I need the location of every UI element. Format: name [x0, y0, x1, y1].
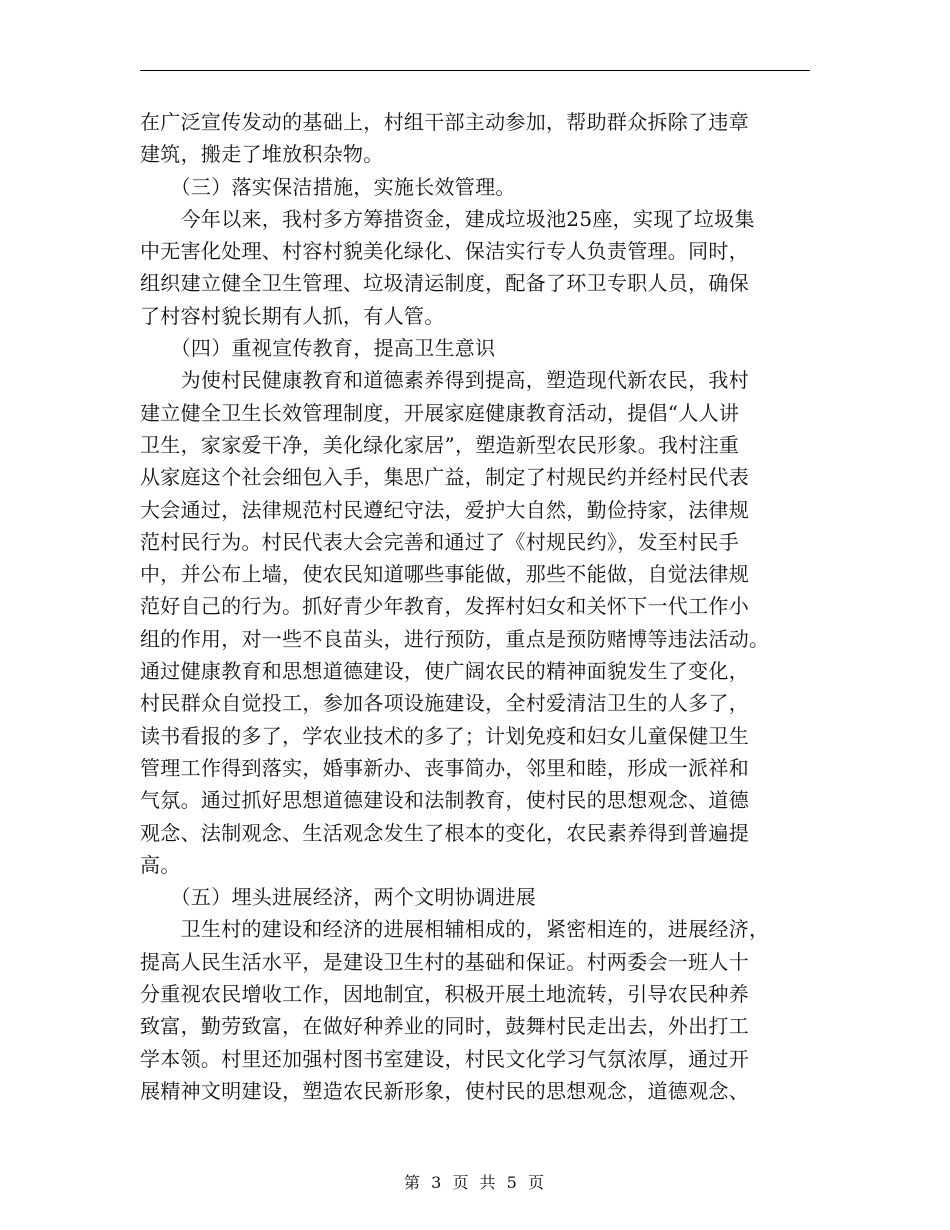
text-line: 中，并公布上墙，使农民知道哪些事能做，那些不能做，自觉法律规	[140, 562, 749, 587]
text-line: 大会通过，法律规范村民遵纪守法，爱护大自然，勤俭持家，法律规	[140, 497, 749, 522]
text-line: 卫生，家家爱干净，美化绿化家居”，塑造新型农民形象。我村注重	[140, 432, 740, 457]
text-line: 气氛。通过抓好思想道德建设和法制教育，使村民的思想观念、道德	[140, 788, 749, 813]
footer-total-pages: 5	[506, 1173, 519, 1192]
text-line: 学本领。村里还加强村图书室建设，村民文化学习气氛浓厚，通过开	[140, 1046, 749, 1071]
footer-page-word: 页	[452, 1173, 471, 1192]
text-line: 分重视农民增收工作，因地制宜，积极开展土地流转，引导农民种养	[140, 982, 749, 1007]
text-line: 高。	[140, 852, 181, 877]
text-line: 观念、法制观念、生活观念发生了根本的变化，农民素养得到普遍提	[140, 820, 749, 845]
footer-suffix: 页	[527, 1173, 546, 1192]
text-line: 展精神文明建设，塑造农民新形象，使村民的思想观念，道德观念、	[140, 1078, 749, 1103]
text-line: 卫生村的建设和经济的进展相辅相成的，紧密相连的，进展经济，	[140, 917, 770, 942]
body-text	[140, 106, 812, 1107]
text-line: 从家庭这个社会细包入手，集思广益，制定了村规民约并经村民代表	[140, 465, 749, 490]
footer-total-word: 共	[479, 1173, 498, 1192]
page-footer	[0, 1170, 950, 1193]
text-line: 管理工作得到落实，婚事新办、丧事简办，邻里和睦，形成一派祥和	[140, 755, 749, 780]
text-line: 中无害化处理、村容村貌美化绿化、保洁实行专人负责管理。同时，	[140, 239, 749, 264]
text-line: 通过健康教育和思想道德建设，使广阔农民的精神面貌发生了变化，	[140, 659, 749, 684]
text-line: 读书看报的多了，学农业技术的多了；计划免疫和妇女儿童保健卫生	[140, 723, 749, 748]
text-line: 组织建立健全卫生管理、垃圾清运制度，配备了环卫专职人员，确保	[140, 271, 749, 296]
text-line: 为使村民健康教育和道德素养得到提高，塑造现代新农民，我村	[140, 368, 749, 393]
text-line: 范好自己的行为。抓好青少年教育，发挥村妇女和关怀下一代工作小	[140, 594, 749, 619]
text-line: 了村容村貌长期有人抓，有人管。	[140, 303, 445, 328]
text-line: 致富，勤劳致富，在做好种养业的同时，鼓舞村民走出去，外出打工	[140, 1014, 749, 1039]
text-line: （四）重视宣传教育，提高卫生意识	[140, 336, 496, 361]
text-line: 组的作用，对一些不良苗头，进行预防，重点是预防赌博等违法活动。	[140, 626, 770, 651]
text-line: 建立健全卫生长效管理制度，开展家庭健康教育活动，提倡“人人讲	[140, 400, 740, 425]
text-line: 今年以来，我村多方筹措资金，建成垃圾池25座，实现了垃圾集	[140, 206, 755, 231]
text-line: 提高人民生活水平，是建设卫生村的基础和保证。村两委会一班人十	[140, 949, 749, 974]
text-line: 建筑，搬走了堆放积杂物。	[140, 142, 384, 167]
footer-current-page: 3	[431, 1173, 444, 1192]
text-line: 在广泛宣传发动的基础上，村组干部主动参加，帮助群众拆除了违章	[140, 110, 749, 134]
text-line: （五）埋头进展经济，两个文明协调进展	[140, 885, 536, 910]
header-rule	[140, 70, 810, 71]
footer-prefix: 第	[404, 1173, 423, 1192]
text-line: 村民群众自觉投工，参加各项设施建设，全村爱清洁卫生的人多了，	[140, 691, 749, 716]
text-line: 范村民行为。村民代表大会完善和通过了《村规民约》，发至村民手	[140, 529, 739, 554]
text-line: （三）落实保洁措施，实施长效管理。	[140, 174, 516, 199]
